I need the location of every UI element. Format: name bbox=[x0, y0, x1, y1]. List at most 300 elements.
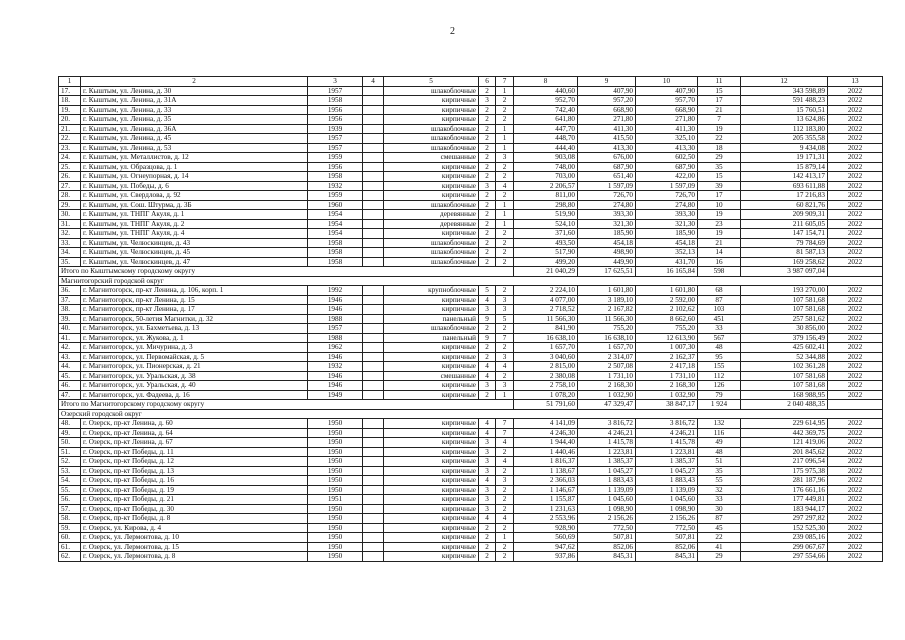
table-cell: 2 bbox=[479, 172, 496, 182]
table-cell: 2022 bbox=[828, 124, 883, 134]
table-row bbox=[59, 343, 883, 353]
table-cell: 2 bbox=[479, 219, 496, 229]
table-cell: г. Магнитогорск, пр-кт Ленина, д. 15 bbox=[81, 295, 308, 305]
table-cell: 2022 bbox=[828, 514, 883, 524]
table-cell: 21 bbox=[698, 105, 741, 115]
table-cell: шлакоблочные bbox=[384, 248, 479, 258]
table-cell: 81 587,13 bbox=[741, 248, 828, 258]
table-cell: 2022 bbox=[828, 381, 883, 391]
table-cell: г. Озерск, пр-кт Победы, д. 30 bbox=[81, 504, 308, 514]
table-cell: 1950 bbox=[308, 419, 363, 429]
table-cell: 507,81 bbox=[636, 533, 698, 543]
table-cell: 1950 bbox=[308, 485, 363, 495]
table-row bbox=[59, 143, 883, 153]
table-cell: 2022 bbox=[828, 533, 883, 543]
table-cell bbox=[363, 238, 384, 248]
table-cell: 205 355,58 bbox=[741, 134, 828, 144]
table-cell: 209 909,31 bbox=[741, 210, 828, 220]
table-cell: 62. bbox=[59, 552, 81, 562]
total-cell: 47 329,47 bbox=[578, 400, 636, 410]
table-cell bbox=[363, 191, 384, 201]
table-row bbox=[59, 124, 883, 134]
table-cell: 772,50 bbox=[636, 523, 698, 533]
table-cell: 2022 bbox=[828, 457, 883, 467]
table-cell: г. Озерск, пр-кт Победы, д. 21 bbox=[81, 495, 308, 505]
table-cell: 23 bbox=[698, 219, 741, 229]
table-cell: 1 139,09 bbox=[636, 485, 698, 495]
table-cell: 1 bbox=[496, 124, 514, 134]
header-cell: 8 bbox=[514, 77, 578, 87]
table-cell: 2022 bbox=[828, 238, 883, 248]
table-row bbox=[59, 305, 883, 315]
total-cell: 2 040 488,35 bbox=[741, 400, 828, 410]
table-cell: 2022 bbox=[828, 248, 883, 258]
table-cell: 3 bbox=[479, 305, 496, 315]
table-cell: г. Магнитогорск, ул. Бахметьева, д. 13 bbox=[81, 324, 308, 334]
table-cell: 298,80 bbox=[514, 200, 578, 210]
table-cell: 2 bbox=[479, 134, 496, 144]
table-cell: кирпичные bbox=[384, 533, 479, 543]
table-cell: 271,80 bbox=[578, 115, 636, 125]
table-cell: кирпичные bbox=[384, 105, 479, 115]
table-cell: 1954 bbox=[308, 229, 363, 239]
table-cell: шлакоблочные bbox=[384, 238, 479, 248]
table-cell: 1954 bbox=[308, 210, 363, 220]
table-cell: 2022 bbox=[828, 324, 883, 334]
table-cell: г. Кыштым, ул. Ленина, д. 30 bbox=[81, 86, 308, 96]
table-cell bbox=[363, 295, 384, 305]
table-cell: 4 bbox=[479, 362, 496, 372]
table-cell: кирпичные bbox=[384, 428, 479, 438]
table-row bbox=[59, 514, 883, 524]
table-cell: 3 816,72 bbox=[636, 419, 698, 429]
table-cell: 3 bbox=[479, 504, 496, 514]
table-cell: 1946 bbox=[308, 352, 363, 362]
table-cell: г. Кыштым, ул. Огнеупорная, д. 14 bbox=[81, 172, 308, 182]
table-cell bbox=[363, 305, 384, 315]
table-cell: 1946 bbox=[308, 305, 363, 315]
table-cell: 703,00 bbox=[514, 172, 578, 182]
table-cell: 193 270,00 bbox=[741, 286, 828, 296]
table-cell: 19 bbox=[698, 124, 741, 134]
total-row bbox=[59, 400, 883, 410]
table-cell: 1958 bbox=[308, 96, 363, 106]
table-cell: 9 bbox=[479, 314, 496, 324]
table-cell: 1 146,67 bbox=[514, 485, 578, 495]
table-cell: 297 297,82 bbox=[741, 514, 828, 524]
table-cell bbox=[363, 390, 384, 400]
table-cell: 440,60 bbox=[514, 86, 578, 96]
table-cell: 2022 bbox=[828, 476, 883, 486]
table-cell: 493,50 bbox=[514, 238, 578, 248]
header-row bbox=[59, 77, 883, 87]
table-cell: г. Озерск, ул. Кирова, д. 4 bbox=[81, 523, 308, 533]
table-cell: 7 bbox=[496, 333, 514, 343]
table-cell: 2022 bbox=[828, 552, 883, 562]
table-cell: 51 bbox=[698, 457, 741, 467]
table-cell bbox=[363, 314, 384, 324]
table-cell: 1946 bbox=[308, 295, 363, 305]
table-cell: 1988 bbox=[308, 333, 363, 343]
table-row bbox=[59, 485, 883, 495]
table-cell: 3 bbox=[479, 457, 496, 467]
table-cell: г. Магнитогорск, ул. Уральская, д. 38 bbox=[81, 371, 308, 381]
table-cell: 1 138,67 bbox=[514, 466, 578, 476]
table-cell: 2022 bbox=[828, 162, 883, 172]
table-cell: 2022 bbox=[828, 105, 883, 115]
table-cell: 742,40 bbox=[514, 105, 578, 115]
table-cell: 3 bbox=[479, 181, 496, 191]
table-cell: 20. bbox=[59, 115, 81, 125]
table-cell: г. Озерск, пр-кт Победы, д. 16 bbox=[81, 476, 308, 486]
table-cell: 442 369,75 bbox=[741, 428, 828, 438]
table-cell: 26. bbox=[59, 172, 81, 182]
table-cell: 211 605,05 bbox=[741, 219, 828, 229]
table-cell: 1939 bbox=[308, 124, 363, 134]
table-cell: 2022 bbox=[828, 257, 883, 267]
table-cell: 31. bbox=[59, 219, 81, 229]
table-cell: 1 098,90 bbox=[578, 504, 636, 514]
table-cell: 152 525,30 bbox=[741, 523, 828, 533]
table-cell: 23. bbox=[59, 143, 81, 153]
table-cell: 693 611,88 bbox=[741, 181, 828, 191]
table-cell: г. Кыштым, ул. ТНПГ Акуля, д. 1 bbox=[81, 210, 308, 220]
table-cell: 1 816,37 bbox=[514, 457, 578, 467]
table-cell bbox=[363, 381, 384, 391]
table-cell: 25. bbox=[59, 162, 81, 172]
table-cell: 352,13 bbox=[636, 248, 698, 258]
table-cell: 2022 bbox=[828, 295, 883, 305]
table-cell: 3 040,60 bbox=[514, 352, 578, 362]
table-cell: 1 bbox=[496, 219, 514, 229]
table-cell: г. Кыштым, ул. Ленина, д. 35 bbox=[81, 115, 308, 125]
table-cell: 22 bbox=[698, 533, 741, 543]
table-row bbox=[59, 181, 883, 191]
table-cell: 297 554,66 bbox=[741, 552, 828, 562]
table-cell: 1 045,27 bbox=[578, 466, 636, 476]
table-cell: 126 bbox=[698, 381, 741, 391]
table-cell: 2022 bbox=[828, 542, 883, 552]
table-cell: 4 246,30 bbox=[514, 428, 578, 438]
table-cell: г. Озерск, ул. Лермонтова, д. 8 bbox=[81, 552, 308, 562]
table-cell: г. Кыштым, ул. Металлистов, д. 12 bbox=[81, 153, 308, 163]
table-cell: 3 bbox=[479, 381, 496, 391]
table-cell: 59. bbox=[59, 523, 81, 533]
table-cell: 393,30 bbox=[636, 210, 698, 220]
table-cell bbox=[363, 143, 384, 153]
table-cell bbox=[363, 219, 384, 229]
table-cell: 2 553,96 bbox=[514, 514, 578, 524]
table-cell: 21. bbox=[59, 124, 81, 134]
table-row bbox=[59, 96, 883, 106]
table-cell: 2 bbox=[479, 343, 496, 353]
table-cell: 1 415,78 bbox=[578, 438, 636, 448]
table-cell: 1 bbox=[496, 200, 514, 210]
table-cell: 845,31 bbox=[636, 552, 698, 562]
table-cell: 53. bbox=[59, 466, 81, 476]
table-row bbox=[59, 86, 883, 96]
table-row bbox=[59, 314, 883, 324]
table-cell: 27. bbox=[59, 181, 81, 191]
table-cell bbox=[363, 495, 384, 505]
table-cell: 79 bbox=[698, 390, 741, 400]
table-cell: 2 314,07 bbox=[578, 352, 636, 362]
table-cell: 755,20 bbox=[578, 324, 636, 334]
table-cell: кирпичные bbox=[384, 438, 479, 448]
table-cell: 2 417,18 bbox=[636, 362, 698, 372]
table-cell: 2022 bbox=[828, 229, 883, 239]
table-cell: г. Кыштым, ул. Ленина, д. 45 bbox=[81, 134, 308, 144]
table-cell: 9 434,08 bbox=[741, 143, 828, 153]
table-cell: 2022 bbox=[828, 143, 883, 153]
table-cell: 60. bbox=[59, 533, 81, 543]
table-cell: 5 bbox=[496, 314, 514, 324]
table-cell: 121 419,06 bbox=[741, 438, 828, 448]
table-cell: 14 bbox=[698, 248, 741, 258]
table-cell: 33 bbox=[698, 495, 741, 505]
table-cell bbox=[363, 324, 384, 334]
table-cell: 79 784,69 bbox=[741, 238, 828, 248]
table-cell: 9 bbox=[479, 333, 496, 343]
table-cell: кирпичные bbox=[384, 181, 479, 191]
table-cell: 45 bbox=[698, 523, 741, 533]
table-cell: 169 258,62 bbox=[741, 257, 828, 267]
table-cell: 4 bbox=[479, 371, 496, 381]
table-cell: 4 bbox=[496, 457, 514, 467]
table-cell: 107 581,68 bbox=[741, 295, 828, 305]
table-cell: 132 bbox=[698, 419, 741, 429]
table-cell: 2022 bbox=[828, 523, 883, 533]
table-cell: 1 045,60 bbox=[636, 495, 698, 505]
table-cell: 1 231,63 bbox=[514, 504, 578, 514]
table-cell: 19 bbox=[698, 229, 741, 239]
table-cell: 1957 bbox=[308, 143, 363, 153]
table-cell: 2022 bbox=[828, 219, 883, 229]
table-cell: 425 602,41 bbox=[741, 343, 828, 353]
table-cell: 2022 bbox=[828, 200, 883, 210]
table-cell: 112 bbox=[698, 371, 741, 381]
table-cell: 2 815,00 bbox=[514, 362, 578, 372]
table-cell: г. Кыштым, ул. ТНПГ Акуля, д. 2 bbox=[81, 219, 308, 229]
table-cell: 1 045,60 bbox=[578, 495, 636, 505]
table-cell: 1950 bbox=[308, 428, 363, 438]
table-cell: 1957 bbox=[308, 86, 363, 96]
table-row bbox=[59, 371, 883, 381]
table-cell: 1988 bbox=[308, 314, 363, 324]
table-cell: 407,90 bbox=[578, 86, 636, 96]
table-cell: 22. bbox=[59, 134, 81, 144]
table-cell: 1959 bbox=[308, 153, 363, 163]
table-cell: 1958 bbox=[308, 172, 363, 182]
total-label: Итого по Кыштымскому городскому округу bbox=[59, 267, 514, 277]
table-cell: 1 731,10 bbox=[636, 371, 698, 381]
table-cell: г. Магнитогорск, ул. Мичурина, д. 3 bbox=[81, 343, 308, 353]
table-cell: 1 440,46 bbox=[514, 447, 578, 457]
table-cell: 2 bbox=[479, 390, 496, 400]
table-cell: 45. bbox=[59, 371, 81, 381]
table-cell: 928,90 bbox=[514, 523, 578, 533]
table-cell: 4 bbox=[496, 362, 514, 372]
table-cell bbox=[363, 476, 384, 486]
table-cell: 15 bbox=[698, 86, 741, 96]
table-cell: 2 bbox=[496, 343, 514, 353]
table-cell: 1932 bbox=[308, 181, 363, 191]
table-row bbox=[59, 457, 883, 467]
table-cell: 1992 bbox=[308, 286, 363, 296]
table-cell: 274,80 bbox=[636, 200, 698, 210]
table-cell: 2022 bbox=[828, 115, 883, 125]
table-cell: 3 bbox=[496, 295, 514, 305]
table-cell: 2 bbox=[479, 162, 496, 172]
table-cell: 30. bbox=[59, 210, 81, 220]
table-cell: 1958 bbox=[308, 248, 363, 258]
table-cell: 56. bbox=[59, 495, 81, 505]
table-cell: 2 bbox=[479, 542, 496, 552]
table-cell: 1 078,20 bbox=[514, 390, 578, 400]
table-cell bbox=[363, 352, 384, 362]
table-cell: 498,90 bbox=[578, 248, 636, 258]
table-cell bbox=[363, 105, 384, 115]
table-cell: г. Кыштым, ул. Ленина, д. 33 bbox=[81, 105, 308, 115]
table-cell: 2 bbox=[479, 115, 496, 125]
table-cell: г. Озерск, пр-кт Ленина, д. 64 bbox=[81, 428, 308, 438]
table-cell bbox=[363, 552, 384, 562]
table-cell: 413,30 bbox=[578, 143, 636, 153]
table-cell: 183 944,17 bbox=[741, 504, 828, 514]
table-cell: 107 581,68 bbox=[741, 381, 828, 391]
table-cell: 1946 bbox=[308, 381, 363, 391]
table-cell: 57. bbox=[59, 504, 81, 514]
table-cell: 49 bbox=[698, 438, 741, 448]
total-cell: 3 987 097,04 bbox=[741, 267, 828, 277]
table-cell: 2022 bbox=[828, 495, 883, 505]
table-row bbox=[59, 495, 883, 505]
table-cell: г. Кыштым, ул. Ленина, д. 31А bbox=[81, 96, 308, 106]
table-cell: 177 449,81 bbox=[741, 495, 828, 505]
table-cell: 16 bbox=[698, 257, 741, 267]
table-cell: 24. bbox=[59, 153, 81, 163]
table-cell: 1 223,81 bbox=[636, 447, 698, 457]
table-cell: 1 032,90 bbox=[636, 390, 698, 400]
table-cell: 4 bbox=[496, 181, 514, 191]
table-cell bbox=[363, 447, 384, 457]
table-cell: 102 361,28 bbox=[741, 362, 828, 372]
table-cell: 2 bbox=[479, 191, 496, 201]
table-cell: 1 155,87 bbox=[514, 495, 578, 505]
table-cell: 449,90 bbox=[578, 257, 636, 267]
table-cell: 3 bbox=[496, 153, 514, 163]
table-cell: 1 883,43 bbox=[578, 476, 636, 486]
table-cell: г. Магнитогорск, ул. Жукова, д. 1 bbox=[81, 333, 308, 343]
table-cell bbox=[363, 153, 384, 163]
table-cell: г. Кыштым, ул. Ленина, д. 36А bbox=[81, 124, 308, 134]
total-cell: 21 040,29 bbox=[514, 267, 578, 277]
table-cell: г. Магнитогорск, пр-кт Ленина, д. 17 bbox=[81, 305, 308, 315]
table-cell: 2022 bbox=[828, 466, 883, 476]
table-cell: кирпичные bbox=[384, 390, 479, 400]
table-cell: 1959 bbox=[308, 191, 363, 201]
table-cell: 4 bbox=[479, 514, 496, 524]
table-cell bbox=[363, 514, 384, 524]
table-cell: 2 bbox=[479, 105, 496, 115]
table-cell: 1956 bbox=[308, 105, 363, 115]
table-cell: 28. bbox=[59, 191, 81, 201]
table-cell: 54. bbox=[59, 476, 81, 486]
table-cell: 19. bbox=[59, 105, 81, 115]
table-row bbox=[59, 552, 883, 562]
table-cell bbox=[363, 124, 384, 134]
table-cell bbox=[363, 115, 384, 125]
table-cell: 4 bbox=[496, 514, 514, 524]
table-cell: 35 bbox=[698, 162, 741, 172]
table-cell: кирпичные bbox=[384, 115, 479, 125]
table-cell: 447,70 bbox=[514, 124, 578, 134]
table-row bbox=[59, 295, 883, 305]
table-cell: 61. bbox=[59, 542, 81, 552]
table-cell: 48 bbox=[698, 343, 741, 353]
table-cell: 748,00 bbox=[514, 162, 578, 172]
table-cell: г. Магнитогорск, ул. Фадеева, д. 16 bbox=[81, 390, 308, 400]
table-cell: 2 bbox=[479, 238, 496, 248]
table-cell: 2022 bbox=[828, 447, 883, 457]
table-row bbox=[59, 257, 883, 267]
table-cell: г. Кыштым, ул. Свердлова, д. 92 bbox=[81, 191, 308, 201]
table-cell bbox=[363, 371, 384, 381]
table-cell: 2 bbox=[496, 552, 514, 562]
table-cell: 36. bbox=[59, 286, 81, 296]
table-cell bbox=[363, 343, 384, 353]
table-cell: 1 597,09 bbox=[578, 181, 636, 191]
table-cell: 2 bbox=[496, 238, 514, 248]
table-cell: 1 597,09 bbox=[636, 181, 698, 191]
table-cell bbox=[363, 86, 384, 96]
header-cell: 11 bbox=[698, 77, 741, 87]
table-cell: г. Озерск, пр-кт Ленина, д. 67 bbox=[81, 438, 308, 448]
table-cell: 21 bbox=[698, 238, 741, 248]
table-cell: 38. bbox=[59, 305, 81, 315]
table-row bbox=[59, 533, 883, 543]
table-cell: 1957 bbox=[308, 134, 363, 144]
table-cell bbox=[363, 504, 384, 514]
table-cell: г. Магнитогорск, ул. Пионерская, д. 21 bbox=[81, 362, 308, 372]
table-cell: 1950 bbox=[308, 514, 363, 524]
table-cell: 22 bbox=[698, 134, 741, 144]
table-cell: 845,31 bbox=[578, 552, 636, 562]
table-cell: 602,50 bbox=[636, 153, 698, 163]
table-cell: 454,18 bbox=[578, 238, 636, 248]
table-row bbox=[59, 286, 883, 296]
table-cell: 1 032,90 bbox=[578, 390, 636, 400]
total-label: Итого по Магнитогорскому городскому округу bbox=[59, 400, 514, 410]
table-cell: 2022 bbox=[828, 86, 883, 96]
total-cell: 1 924 bbox=[698, 400, 741, 410]
table-cell bbox=[363, 286, 384, 296]
table-cell: 2 102,62 bbox=[636, 305, 698, 315]
table-cell: 2 bbox=[496, 542, 514, 552]
table-cell: 87 bbox=[698, 295, 741, 305]
table-cell: 39 bbox=[698, 181, 741, 191]
table-cell: 1960 bbox=[308, 200, 363, 210]
table-cell: 17 bbox=[698, 191, 741, 201]
total-cell: 38 847,17 bbox=[636, 400, 698, 410]
table-cell: 29. bbox=[59, 200, 81, 210]
table-cell: 507,81 bbox=[578, 533, 636, 543]
table-cell: кирпичные bbox=[384, 466, 479, 476]
table-cell: 1 657,70 bbox=[578, 343, 636, 353]
table-cell: кирпичные bbox=[384, 162, 479, 172]
table-cell: 1 731,10 bbox=[578, 371, 636, 381]
table-cell: 3 189,10 bbox=[578, 295, 636, 305]
